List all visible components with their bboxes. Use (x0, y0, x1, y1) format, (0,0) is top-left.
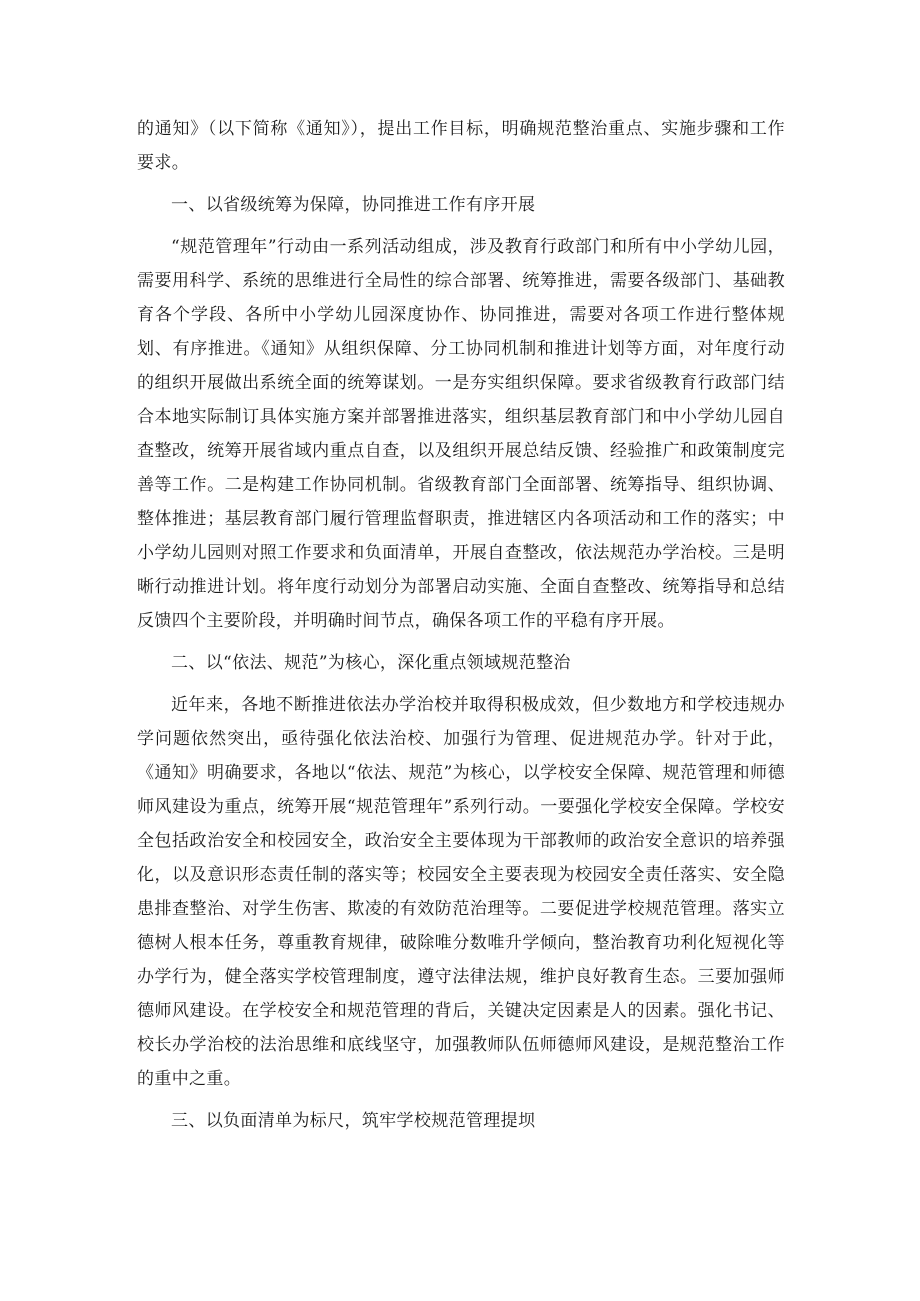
section-1-body: “规范管理年”行动由一系列活动组成，涉及教育行政部门和所有中小学幼儿园，需要用科学、系统的思维进行全局性的综合部署、统筹推进，需要各级部门、基础教育各个学段、各所中小学幼儿园深度协作、协同推进，需要对各项工作进行整体规划、有序推进。《通知》从组织保障、分工协同机制和推进计划等方面，对年度行动的组织开展做出系统全面的统筹谋划。一是夯实组织保障。要求省级教育行政部门结合本地实际制订具体实施方案并部署推进落实，组织基层教育部门和中小学幼儿园自查整改，统筹开展省域内重点自查，以及组织开展总结反馈、经验推广和政策制度完善等工作。二是构建工作协同机制。省级教育部门全面部署、统筹指导、组织协调、整体推进；基层教育部门履行管理监督职责，推进辖区内各项活动和工作的落实；中小学幼儿园则对照工作要求和负面清单，开展自查整改，依法规范办学治校。三是明晰行动推进计划。将年度行动划分为部署启动实施、全面自查整改、统筹指导和总结反馈四个主要阶段，并明确时间节点，确保各项工作的平稳有序开展。 (137, 237, 785, 631)
continuation-paragraph: 的通知》（以下简称《通知》），提出工作目标，明确规范整治重点、实施步骤和工作要求。 (137, 119, 785, 173)
section-2-heading: 二、以“依法、规范”为核心，深化重点领域规范整治 (171, 653, 571, 673)
document-page (137, 112, 785, 1138)
section-3-heading: 三、以负面清单为标尺，筑牢学校规范管理提坝 (171, 1111, 536, 1131)
section-2-body: 近年来，各地不断推进依法办学治校并取得积极成效，但少数地方和学校违规办学问题依然突出，亟待强化依法治校、加强行为管理、促进规范办学。针对于此，《通知》明确要求，各地以“依法、规范”为核心，以学校安全保障、规范管理和师德师风建设为重点，统筹开展“规范管理年”系列行动。一要强化学校安全保障。学校安全包括政治安全和校园安全，政治安全主要体现为干部教师的政治安全意识的培养强化，以及意识形态责任制的落实等；校园安全主要表现为校园安全责任落实、安全隐患排查整治、对学生伤害、欺凌的有效防范治理等。二要促进学校规范管理。落实立德树人根本任务，尊重教育规律，破除唯分数唯升学倾向，整治教育功利化短视化等办学行为，健全落实学校管理制度，遵守法律法规，维护良好教育生态。三要加强师德师风建设。在学校安全和规范管理的背后，关键决定因素是人的因素。强化书记、校长办学治校的法治思维和底线坚守，加强教师队伍师德师风建设，是规范整治工作的重中之重。 (137, 695, 785, 1089)
section-1-heading: 一、以省级统筹为保障，协同推进工作有序开展 (171, 195, 536, 215)
